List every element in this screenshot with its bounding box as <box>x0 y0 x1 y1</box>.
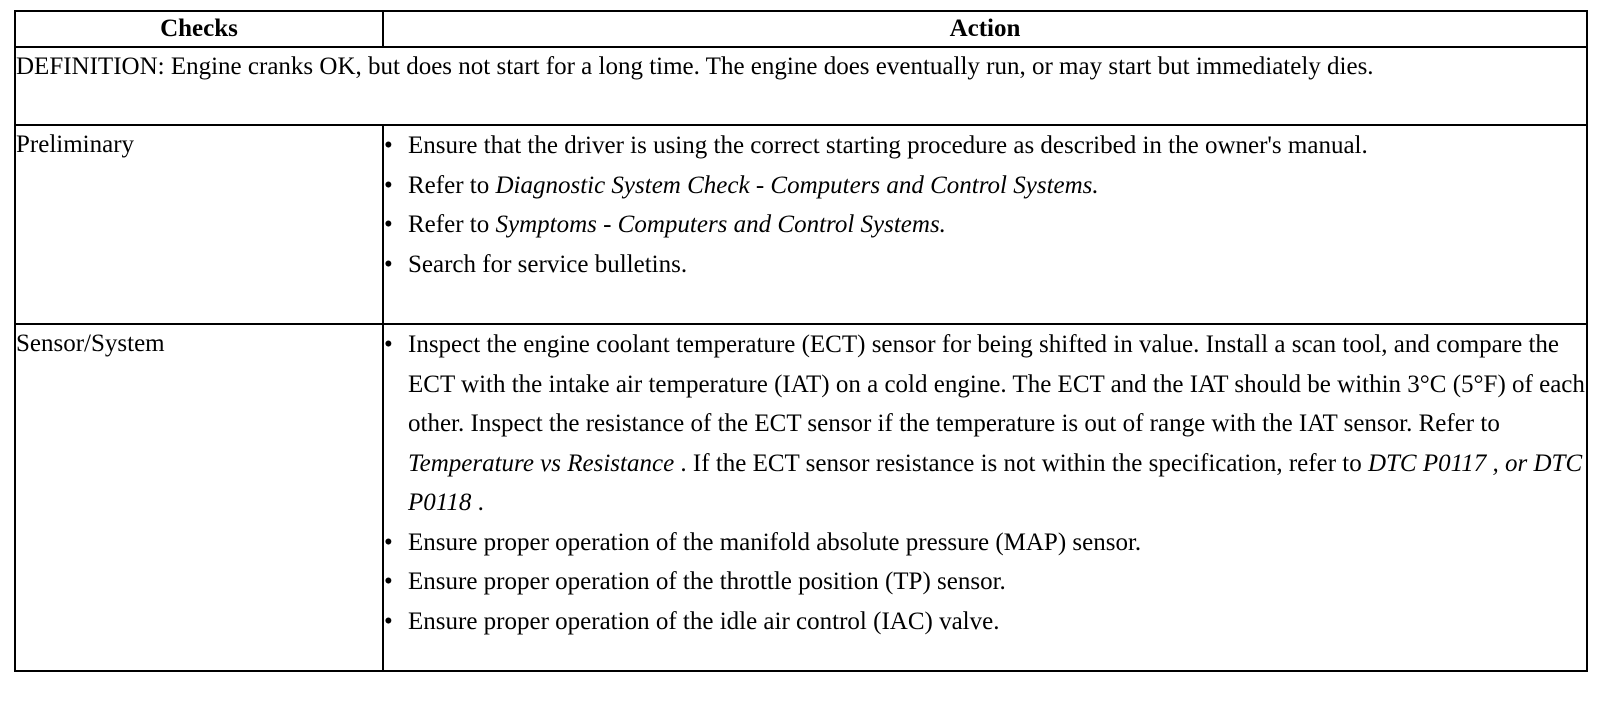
reference-link-temperature-vs-resistance[interactable]: Temperature vs Resistance <box>408 449 675 477</box>
check-label: Preliminary <box>15 125 383 324</box>
bullet-icon: • <box>384 211 393 238</box>
header-row <box>15 11 1587 47</box>
action-text: Refer to <box>408 211 496 238</box>
action-cell <box>383 125 1587 324</box>
diagnostic-page <box>14 10 1586 672</box>
checks-column-header: Checks <box>15 11 383 47</box>
list-item <box>384 126 1586 166</box>
action-list <box>384 325 1586 641</box>
list-item <box>384 325 1586 523</box>
bullet-icon: • <box>384 250 393 278</box>
definition-text: DEFINITION: Engine cranks OK, but does not start for a long time. The engine does eventually run, or may start but immediately dies. <box>15 47 1587 125</box>
bullet-icon: • <box>384 331 393 358</box>
action-text: Ensure proper operation of the throttle position (TP) sensor. <box>408 568 1006 595</box>
bullet-icon: • <box>384 568 393 595</box>
action-text: Search for service bulletins. <box>408 250 688 278</box>
action-list <box>384 126 1586 284</box>
action-text: . <box>471 489 484 516</box>
table-row-sensor-system <box>15 324 1587 671</box>
bullet-icon: • <box>384 528 393 556</box>
reference-link-symptoms[interactable]: Symptoms - Computers and Control Systems. <box>495 211 946 238</box>
definition-row <box>15 47 1587 125</box>
diagnostic-table <box>14 10 1588 672</box>
action-cell <box>383 324 1587 671</box>
list-item <box>384 166 1586 206</box>
bullet-icon: • <box>384 171 393 199</box>
action-text: Ensure proper operation of the idle air control (IAC) valve. <box>408 607 1000 635</box>
action-column-header: Action <box>383 11 1587 47</box>
action-text: . If the ECT sensor resistance is not within the specification, refer to <box>674 449 1368 477</box>
action-text: Ensure that the driver is using the correct starting procedure as described in the owner's manual. <box>408 132 1368 159</box>
list-item <box>384 602 1586 642</box>
table-row-preliminary <box>15 125 1587 324</box>
bullet-icon: • <box>384 607 393 635</box>
reference-link-diagnostic-system-check[interactable]: Diagnostic System Check - Computers and Control Systems. <box>495 171 1099 199</box>
list-item <box>384 523 1586 563</box>
action-text: Refer to <box>408 171 496 199</box>
action-text: Ensure proper operation of the manifold absolute pressure (MAP) sensor. <box>408 528 1142 556</box>
bullet-icon: • <box>384 132 393 159</box>
reference-link-dtc[interactable]: DTC P0117 , or DTC P0118 <box>408 449 1583 516</box>
list-item <box>384 562 1586 602</box>
list-item <box>384 205 1586 245</box>
list-item <box>384 245 1586 285</box>
action-text: Inspect the engine coolant temperature (ECT) sensor for being shifted in value. Install a scan tool, and compare the ECT with the intake air temperature (IAT) on a cold engine. The ECT and the IAT should be within 3°C (5°F) of each other. Inspect the resistance of the ECT sensor if the temperature is out of range with the IAT sensor. Refer to <box>408 331 1585 437</box>
check-label: Sensor/System <box>15 324 383 671</box>
